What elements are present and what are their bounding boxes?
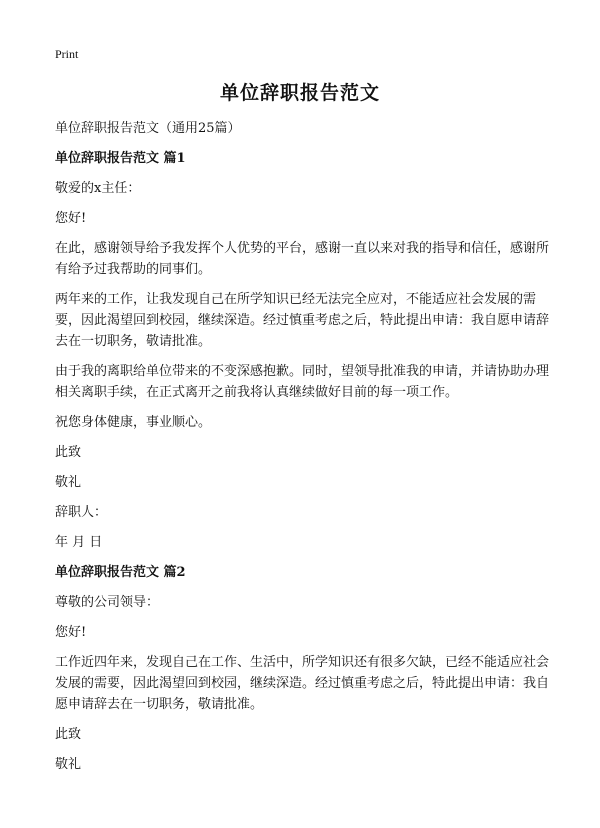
- paragraph: 两年来的工作，让我发现自己在所学知识已经无法完全应对，不能适应社会发展的需要，因此渴望回到校园，继续深造。经过慎重考虑之后，特此提出申请：我自愿申请辞去在一切职务，敬请批准。: [55, 292, 550, 349]
- paragraph: 此致: [55, 445, 82, 460]
- paragraph: 由于我的离职给单位带来的不变深感抱歉。同时，望领导批准我的申请，并请协助办理相关离职手续，在正式离开之前我将认真继续做好目前的每一项工作。: [55, 364, 550, 400]
- paragraph: 工作近四年来，发现自己在工作、生活中，所学知识还有很多欠缺，已经不能适应社会发展的需要，因此渴望回到校园，继续深造。经过慎重考虑之后，特此提出申请：我自愿申请辞去在一切职务，敬请批准。: [55, 655, 550, 712]
- paragraph: 敬礼: [55, 757, 82, 772]
- paragraph: 敬爱的x主任：: [55, 181, 141, 196]
- paragraph: 年 月 日: [55, 535, 103, 550]
- document-body: [55, 118, 555, 784]
- paragraph: 此致: [55, 727, 82, 742]
- paragraph: 敬礼: [55, 475, 82, 490]
- print-link[interactable]: Print: [55, 47, 79, 61]
- paragraph: 您好!: [55, 625, 87, 640]
- section-heading: 单位辞职报告范文 篇2: [55, 565, 186, 580]
- document-title: 单位辞职报告范文: [219, 82, 380, 104]
- section-heading: 单位辞职报告范文 篇1: [55, 151, 186, 166]
- paragraph: 辞职人：: [55, 505, 108, 520]
- paragraph: 您好!: [55, 211, 87, 226]
- paragraph: 单位辞职报告范文（通用25篇）: [55, 121, 241, 136]
- paragraph: 尊敬的公司领导：: [55, 595, 160, 610]
- paragraph: 在此，感谢领导给予我发挥个人优势的平台，感谢一直以来对我的指导和信任，感谢所有给予过我帮助的同事们。: [55, 241, 550, 277]
- paragraph: 祝您身体健康，事业顺心。: [55, 415, 212, 430]
